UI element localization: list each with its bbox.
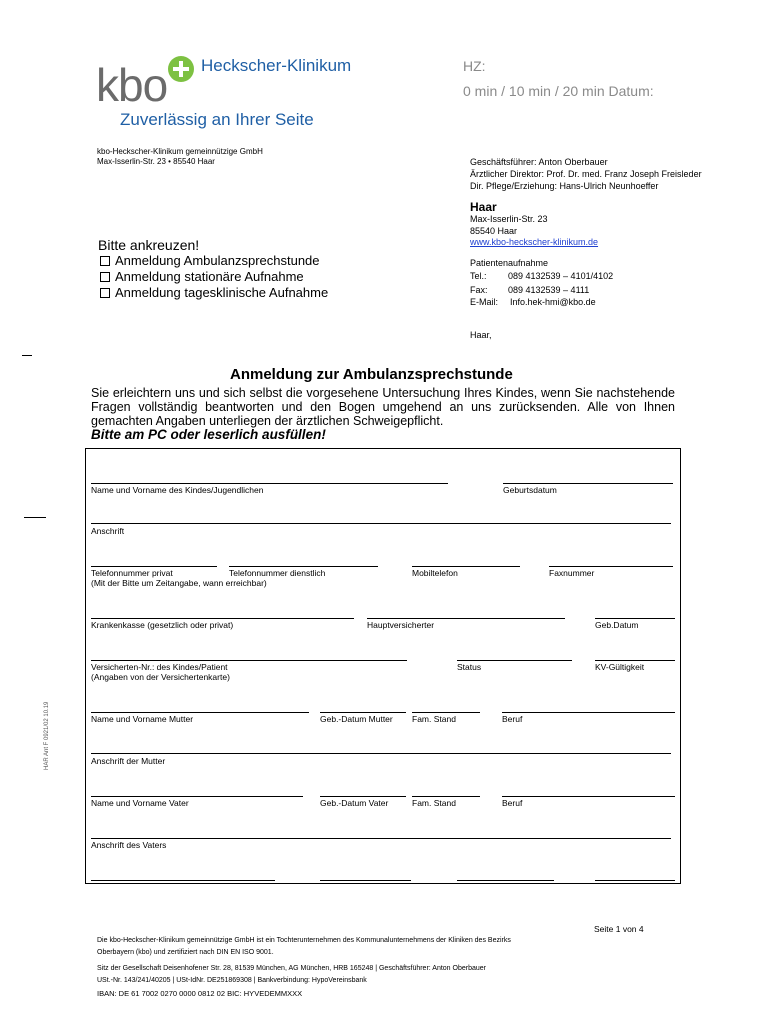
location-zip-city: 85540 Haar — [470, 226, 518, 236]
mother-family-field[interactable] — [412, 712, 480, 713]
extra-field[interactable] — [595, 880, 675, 881]
fold-mark — [22, 355, 32, 356]
hz-times: 0 min / 10 min / 20 min Datum: — [463, 83, 654, 99]
mother-name-field[interactable] — [91, 712, 309, 713]
checkbox-label: Anmeldung stationäre Aufnahme — [115, 269, 304, 284]
insured-number-label: Versicherten-Nr.: des Kindes/Patient — [91, 662, 228, 672]
address-label: Anschrift — [91, 526, 125, 536]
email-value: Info.hek-hmi@kbo.de — [510, 297, 596, 307]
checkbox-icon[interactable] — [100, 272, 110, 282]
father-name-label: Name und Vorname Vater — [91, 798, 189, 808]
management-line1: Geschäftsführer: Anton Oberbauer — [470, 157, 608, 167]
fax-value: 089 4132539 – 4111 — [508, 285, 590, 295]
insured-birth-label: Geb.Datum — [595, 620, 639, 630]
form-title: Anmeldung zur Ambulanzsprechstunde — [230, 366, 513, 383]
insurance-field[interactable] — [91, 618, 354, 619]
birth-date-label: Geburtsdatum — [503, 485, 557, 495]
checkbox-icon[interactable] — [100, 288, 110, 298]
footer-line1: Die kbo-Heckscher-Klinikum gemeinnützige GmbH ist ein Tochterunternehmen des Kommunalunternehmens der Kliniken des Bezirks — [97, 937, 511, 944]
tel-label: Tel.: — [470, 271, 487, 281]
father-address-field[interactable] — [91, 838, 671, 839]
main-insured-field[interactable] — [367, 618, 565, 619]
mobile-field[interactable] — [412, 566, 520, 567]
mother-family-label: Fam. Stand — [412, 714, 456, 724]
checkbox-daycare[interactable] — [100, 285, 328, 300]
mother-job-label: Beruf — [502, 714, 523, 724]
footer-line2: Oberbayern (kbo) und zertifiziert nach DIN EN ISO 9001. — [97, 949, 274, 956]
child-name-field[interactable] — [91, 483, 448, 484]
hz-label: HZ: — [463, 58, 486, 74]
address-field[interactable] — [91, 523, 671, 524]
sender-line1: kbo-Heckscher-Klinikum gemeinnützige GmbH — [97, 147, 263, 156]
page-number: Seite 1 von 4 — [594, 924, 644, 934]
footer-line4: USt.-Nr. 143/241/40205 | USt-IdNr. DE251869308 | Bankverbindung: HypoVereinsbank — [97, 977, 367, 984]
father-job-label: Beruf — [502, 798, 523, 808]
mother-job-field[interactable] — [502, 712, 675, 713]
checkbox-heading: Bitte ankreuzen! — [98, 237, 200, 253]
father-name-field[interactable] — [91, 796, 303, 797]
father-family-label: Fam. Stand — [412, 798, 456, 808]
birth-date-field[interactable] — [503, 483, 673, 484]
fax-label: Fax: — [470, 285, 488, 295]
kv-validity-field[interactable] — [595, 660, 675, 661]
mobile-label: Mobiltelefon — [412, 568, 458, 578]
admission-heading: Patientenaufnahme — [470, 258, 549, 268]
intro-text: Sie erleichtern uns und sich selbst die vorgesehene Untersuchung Ihres Kindes, wenn Sie nachstehende Fragen vollständig beantworten und den Bogen umgehend an uns zurücksenden. Alle von Ihnen gemachten Angaben unterliegen der ärztlichen Schweigepflicht. — [91, 386, 675, 428]
logo-clinic-name: Heckscher-Klinikum — [201, 56, 352, 75]
location-street: Max-Isserlin-Str. 23 — [470, 214, 548, 224]
checkbox-ambulance[interactable] — [100, 253, 320, 268]
checkbox-label: Anmeldung tagesklinische Aufnahme — [115, 285, 329, 300]
phone-private-note: (Mit der Bitte um Zeitangabe, wann erreichbar) — [91, 578, 267, 588]
main-insured-label: Hauptversicherter — [367, 620, 435, 630]
form-instruction: Bitte am PC oder leserlich ausfüllen! — [91, 427, 326, 442]
extra-field[interactable] — [457, 880, 554, 881]
status-label: Status — [457, 662, 482, 672]
footer-line5: IBAN: DE 61 7002 0270 0000 0812 02 BIC: HYVEDEMMXXX — [97, 989, 303, 998]
father-job-field[interactable] — [502, 796, 675, 797]
management-line3: Dir. Pflege/Erziehung: Hans-Ulrich Neunhoeffer — [470, 181, 659, 191]
checkbox-stationary[interactable] — [100, 269, 304, 284]
mother-name-label: Name und Vorname Mutter — [91, 714, 194, 724]
phone-private-label: Telefonnummer privat — [91, 568, 173, 578]
kv-validity-label: KV-Gültigkeit — [595, 662, 645, 672]
mother-address-label: Anschrift der Mutter — [91, 756, 166, 766]
father-birth-field[interactable] — [320, 796, 406, 797]
location-city: Haar — [470, 200, 497, 214]
status-field[interactable] — [457, 660, 572, 661]
insurance-label: Krankenkasse (gesetzlich oder privat) — [91, 620, 234, 630]
footer-line3: Sitz der Gesellschaft Deisenhofener Str. 28, 81539 München, AG München, HRB 165248 | Geschäftsführer: Anton Oberbauer — [97, 965, 486, 972]
punch-mark — [24, 517, 46, 518]
father-address-label: Anschrift des Vaters — [91, 840, 167, 850]
insured-number-field[interactable] — [91, 660, 407, 661]
fax-label: Faxnummer — [549, 568, 595, 578]
phone-work-field[interactable] — [229, 566, 378, 567]
insured-number-note: (Angaben von der Versichertenkarte) — [91, 672, 230, 682]
extra-field[interactable] — [320, 880, 411, 881]
father-birth-label: Geb.-Datum Vater — [320, 798, 389, 808]
fax-field[interactable] — [549, 566, 673, 567]
management-line2: Ärztlicher Direktor: Prof. Dr. med. Franz Joseph Freisleder — [470, 169, 702, 179]
phone-private-field[interactable] — [91, 566, 217, 567]
email-label: E-Mail: — [470, 297, 499, 307]
plus-icon — [168, 56, 194, 82]
father-family-field[interactable] — [412, 796, 480, 797]
checkbox-icon[interactable] — [100, 256, 110, 266]
checkbox-label: Anmeldung Ambulanzsprechstunde — [115, 253, 320, 268]
kbo-logo-wordmark: kbo — [96, 59, 168, 111]
tel-value: 089 4132539 – 4101/4102 — [508, 271, 614, 281]
mother-birth-label: Geb.-Datum Mutter — [320, 714, 393, 724]
sender-line2: Max-Isserlin-Str. 23 • 85540 Haar — [97, 157, 215, 166]
mother-birth-field[interactable] — [320, 712, 406, 713]
place-label: Haar, — [470, 330, 492, 340]
insured-birth-field[interactable] — [595, 618, 675, 619]
extra-field[interactable] — [91, 880, 275, 881]
phone-work-label: Telefonnummer dienstlich — [229, 568, 326, 578]
website-link[interactable]: www.kbo-heckscher-klinikum.de — [470, 237, 599, 247]
mother-address-field[interactable] — [91, 753, 671, 754]
document-code: HAR Ant F 0921/02 10.19 — [44, 701, 50, 770]
logo-tagline: Zuverlässig an Ihrer Seite — [120, 110, 314, 129]
child-name-label: Name und Vorname des Kindes/Jugendlichen — [91, 485, 264, 495]
